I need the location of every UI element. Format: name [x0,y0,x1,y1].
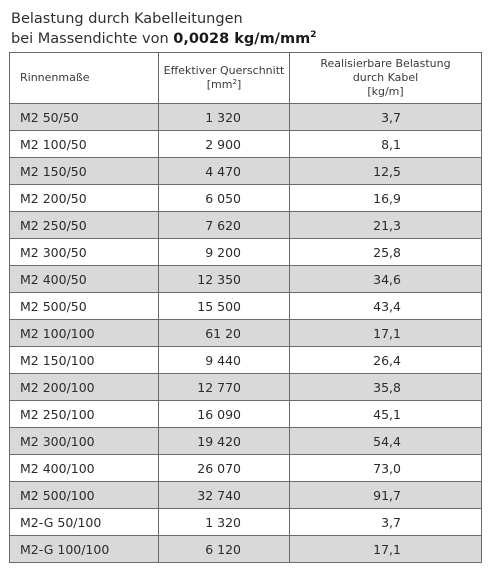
table-row [10,158,482,185]
header-querschnitt-label: Effektiver Querschnitt [163,64,285,77]
header-belastung-label-1: Realisierbare Belastung [320,57,451,70]
cell-querschnitt: 6 050 [159,185,290,212]
cell-belastung: 17,1 [290,320,482,347]
cell-rinnenmasse: M2 300/50 [10,239,159,266]
cell-rinnenmasse: M2 100/50 [10,131,159,158]
cell-rinnenmasse: M2-G 100/100 [10,536,159,563]
cell-querschnitt: 9 200 [159,239,290,266]
cell-belastung: 8,1 [290,131,482,158]
table-row [10,266,482,293]
table-row [10,536,482,563]
cell-rinnenmasse: M2 250/100 [10,401,159,428]
cell-rinnenmasse: M2 300/100 [10,428,159,455]
table-row [10,185,482,212]
table-row [10,239,482,266]
title-density-value [173,31,316,47]
cell-querschnitt: 15 500 [159,293,290,320]
cell-belastung: 16,9 [290,185,482,212]
cell-belastung: 3,7 [290,104,482,131]
cell-rinnenmasse: M2 500/50 [10,293,159,320]
cell-belastung: 25,8 [290,239,482,266]
title-density-exponent: 2 [310,30,317,40]
cell-belastung: 91,7 [290,482,482,509]
table-row [10,374,482,401]
header-belastung-label-2: durch Kabel [352,71,419,84]
cell-querschnitt: 12 770 [159,374,290,401]
header-rinnenmasse-label: Rinnenmaße [20,71,90,84]
header-querschnitt-unit-exponent: 2 [232,78,237,86]
header-querschnitt [159,53,290,104]
title-density-number: 0,0028 kg/m/mm [173,31,311,47]
cell-rinnenmasse: M2 150/100 [10,347,159,374]
header-querschnitt-unit [159,78,289,92]
cell-belastung: 3,7 [290,509,482,536]
table-row [10,131,482,158]
cell-rinnenmasse: M2 100/100 [10,320,159,347]
cell-rinnenmasse: M2 500/100 [10,482,159,509]
header-rinnenmasse [10,53,159,104]
cell-querschnitt: 19 420 [159,428,290,455]
cell-belastung: 54,4 [290,428,482,455]
cell-belastung: 21,3 [290,212,482,239]
cell-rinnenmasse: M2 50/50 [10,104,159,131]
cell-belastung: 26,4 [290,347,482,374]
cell-rinnenmasse: M2 200/100 [10,374,159,401]
header-querschnitt-unit-prefix: [mm [206,78,233,91]
cell-rinnenmasse: M2 150/50 [10,158,159,185]
cell-querschnitt: 26 070 [159,455,290,482]
load-table [9,52,482,563]
table-header-row [10,53,482,104]
cell-rinnenmasse: M2-G 50/100 [10,509,159,536]
title-line-1: Belastung durch Kabelleitungen [11,11,243,27]
cell-belastung: 34,6 [290,266,482,293]
header-belastung-unit: [kg/m] [367,85,404,98]
cell-querschnitt: 9 440 [159,347,290,374]
table-row [10,428,482,455]
table-row [10,293,482,320]
cell-querschnitt: 6 120 [159,536,290,563]
table-row [10,347,482,374]
table-row [10,509,482,536]
header-querschnitt-unit-suffix: ] [236,78,242,91]
document-title [11,9,316,49]
table-row [10,401,482,428]
cell-querschnitt: 1 320 [159,104,290,131]
cell-querschnitt: 12 350 [159,266,290,293]
cell-querschnitt: 2 900 [159,131,290,158]
cell-querschnitt: 32 740 [159,482,290,509]
cell-rinnenmasse: M2 250/50 [10,212,159,239]
cell-querschnitt: 61 20 [159,320,290,347]
cell-rinnenmasse: M2 200/50 [10,185,159,212]
table-row [10,104,482,131]
cell-belastung: 45,1 [290,401,482,428]
table-row [10,482,482,509]
cell-querschnitt: 4 470 [159,158,290,185]
table-row [10,212,482,239]
cell-rinnenmasse: M2 400/100 [10,455,159,482]
table-row [10,455,482,482]
cell-belastung: 73,0 [290,455,482,482]
table-body [10,104,482,563]
header-belastung [290,53,482,104]
cell-belastung: 35,8 [290,374,482,401]
cell-rinnenmasse: M2 400/50 [10,266,159,293]
title-line-2 [11,29,316,49]
cell-belastung: 43,4 [290,293,482,320]
cell-querschnitt: 7 620 [159,212,290,239]
table-row [10,320,482,347]
title-density-prefix: bei Massendichte von [11,31,174,47]
cell-belastung: 17,1 [290,536,482,563]
cell-belastung: 12,5 [290,158,482,185]
cell-querschnitt: 1 320 [159,509,290,536]
cell-querschnitt: 16 090 [159,401,290,428]
